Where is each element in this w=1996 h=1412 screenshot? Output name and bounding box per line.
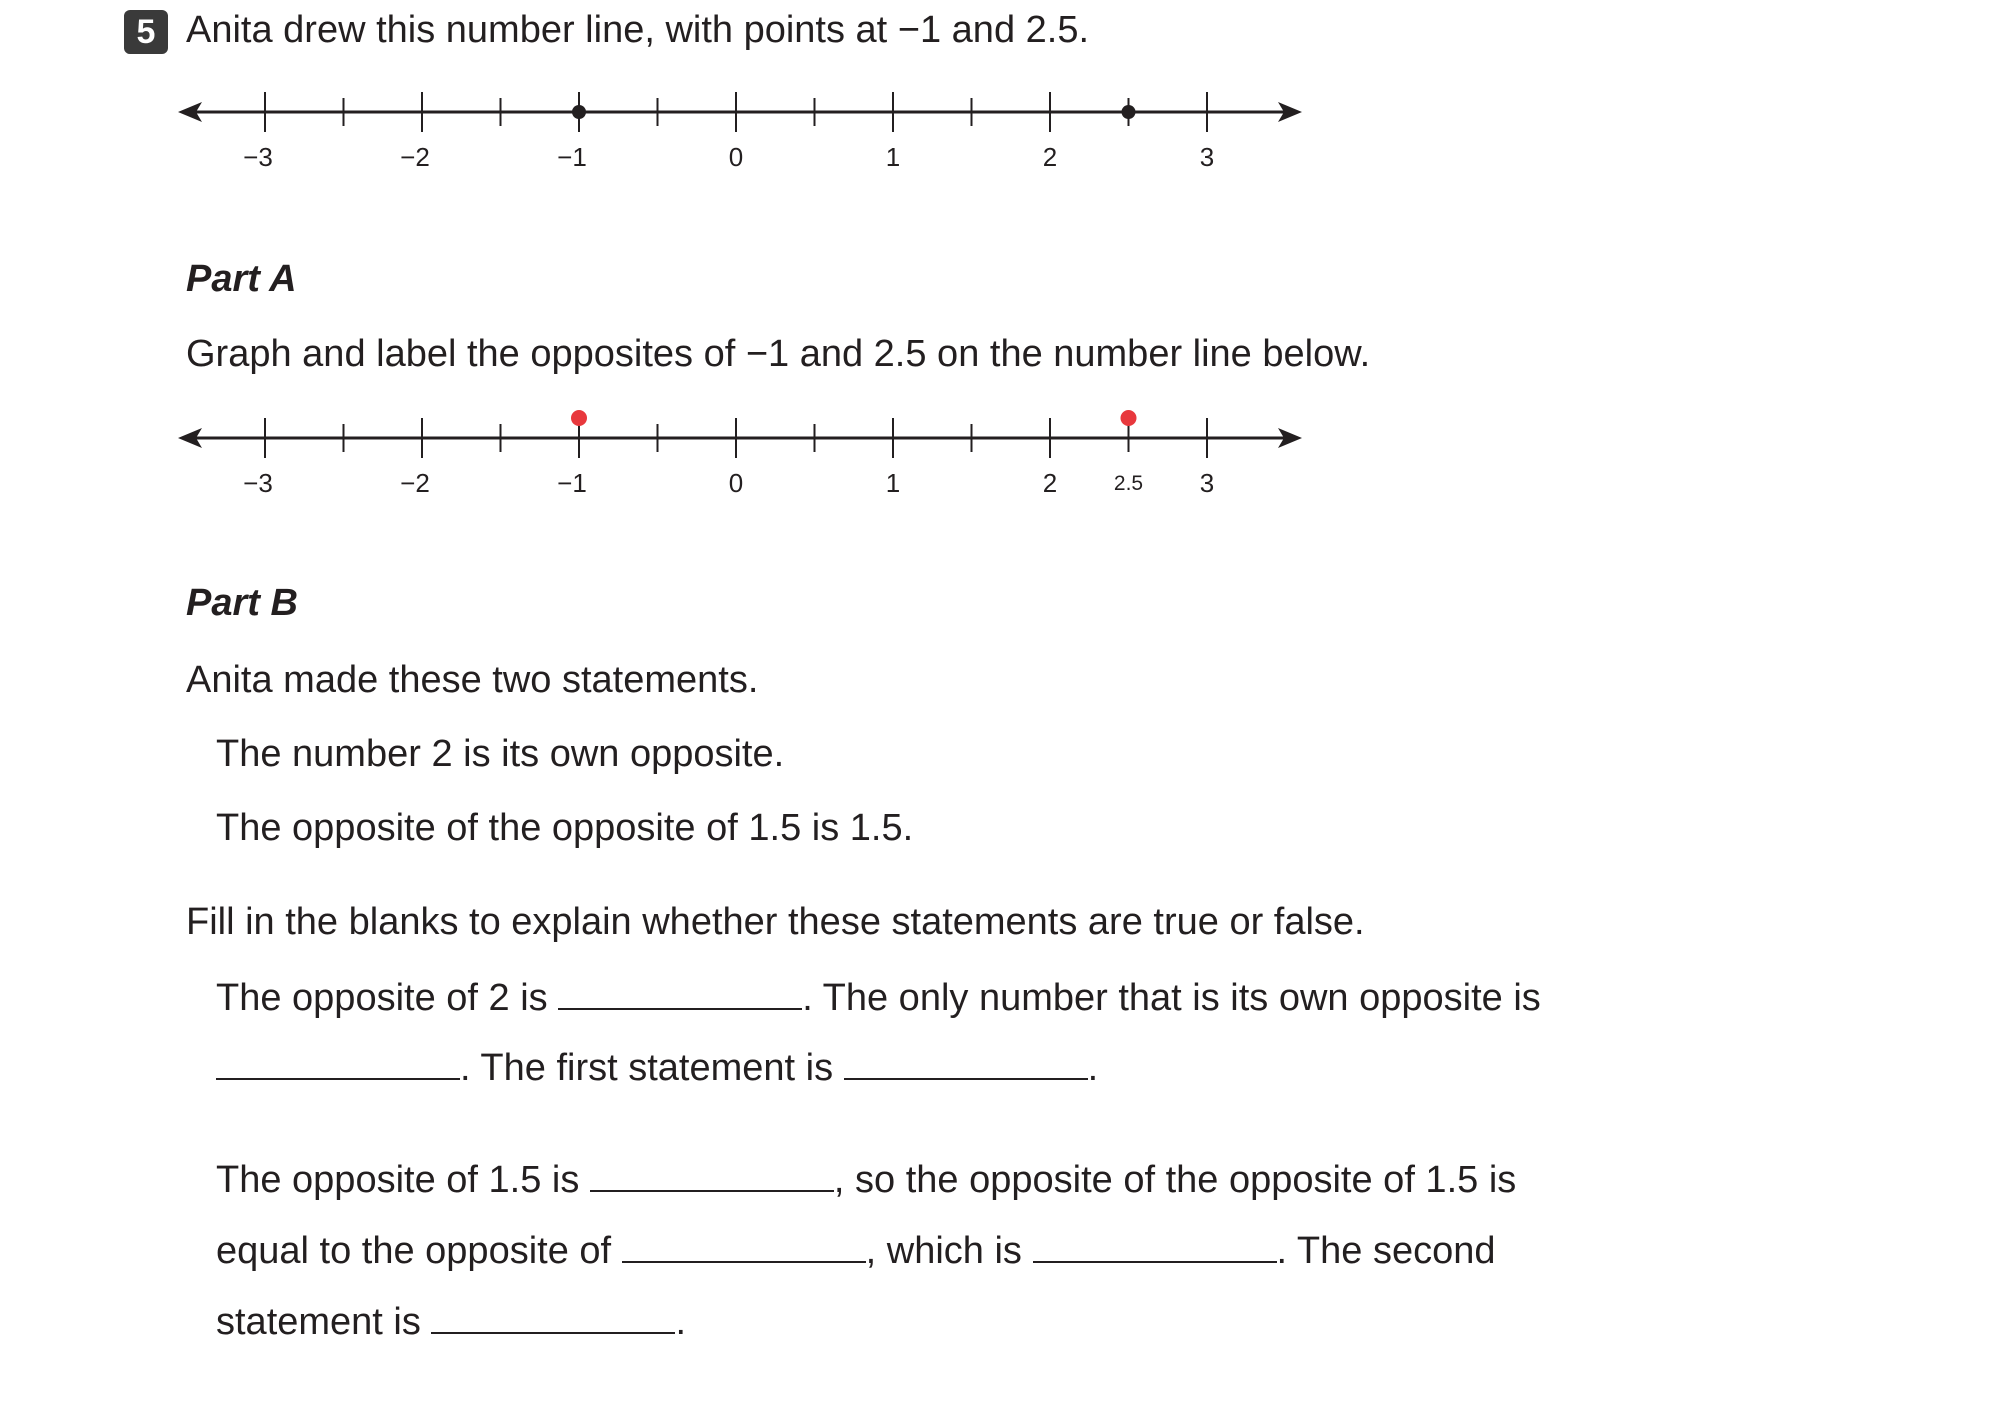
blank-which-is-value[interactable]	[1033, 1227, 1277, 1263]
fill-1-line-1	[216, 972, 1541, 1024]
fill-1-line-2	[216, 1042, 1098, 1094]
fill-2-text-f: statement is	[216, 1301, 421, 1343]
fill-2-line-2	[216, 1225, 1496, 1277]
statement-2: The opposite of the opposite of 1.5 is 1.5.	[216, 807, 914, 849]
blank-own-opposite-number[interactable]	[216, 1044, 460, 1080]
tick-label: −3	[243, 468, 273, 498]
question-number-badge: 5	[124, 10, 168, 54]
part-b-instruction: Fill in the blanks to explain whether these statements are true or false.	[186, 901, 1365, 943]
tick-label: −1	[557, 142, 587, 172]
tick-label: −2	[400, 142, 430, 172]
blank-opposite-of-1-5[interactable]	[590, 1156, 834, 1192]
number-line-given	[176, 80, 1306, 200]
tick-label: −1	[557, 468, 587, 498]
plotted-point	[1122, 105, 1136, 119]
fill-2-text-d: , which is	[865, 1230, 1022, 1272]
fill-1-text-b: . The only number that is its own opposite is	[802, 977, 1541, 1019]
blank-opposite-of-2[interactable]	[558, 974, 802, 1010]
tick-label: 1	[885, 468, 901, 498]
fill-2-line-3	[216, 1296, 686, 1348]
tick-label: 1	[885, 142, 901, 172]
plotted-point	[571, 410, 587, 426]
tick-label: 0	[728, 142, 744, 172]
fill-2-text-c: equal to the opposite of	[216, 1230, 612, 1272]
part-a-heading: Part A	[186, 258, 297, 300]
fill-2-text-b: , so the opposite of the opposite of 1.5 is	[833, 1159, 1517, 1201]
tick-label: 0	[728, 468, 744, 498]
tick-label: −2	[400, 468, 430, 498]
blank-opposite-of-value[interactable]	[622, 1227, 866, 1263]
fill-2-text-e: . The second	[1276, 1230, 1496, 1272]
part-b-intro: Anita made these two statements.	[186, 659, 759, 701]
plotted-point	[1121, 410, 1137, 426]
question-stem: Anita drew this number line, with points at −1 and 2.5.	[186, 9, 1090, 51]
statement-1: The number 2 is its own opposite.	[216, 733, 785, 775]
fill-2-line-1	[216, 1154, 1516, 1206]
plotted-point	[572, 105, 586, 119]
fill-1-text-a: The opposite of 2 is	[216, 977, 548, 1019]
tick-label: 2	[1042, 142, 1058, 172]
fill-1-text-d: .	[1087, 1047, 1099, 1089]
fill-2-text-g: .	[675, 1301, 686, 1343]
blank-first-statement-truth[interactable]	[844, 1044, 1088, 1080]
part-b-heading: Part B	[186, 582, 298, 624]
fill-2-text-a: The opposite of 1.5 is	[216, 1159, 580, 1201]
tick-label: −3	[243, 142, 273, 172]
tick-label: 3	[1199, 468, 1215, 498]
number-line-answer[interactable]	[176, 402, 1306, 522]
fill-1-text-c: . The first statement is	[460, 1047, 834, 1089]
blank-second-statement-truth[interactable]	[431, 1298, 675, 1334]
tick-label: 3	[1199, 142, 1215, 172]
tick-label: 2	[1042, 468, 1058, 498]
point-label-2-5: 2.5	[1113, 472, 1144, 495]
part-a-instruction: Graph and label the opposites of −1 and 2.5 on the number line below.	[186, 333, 1371, 375]
